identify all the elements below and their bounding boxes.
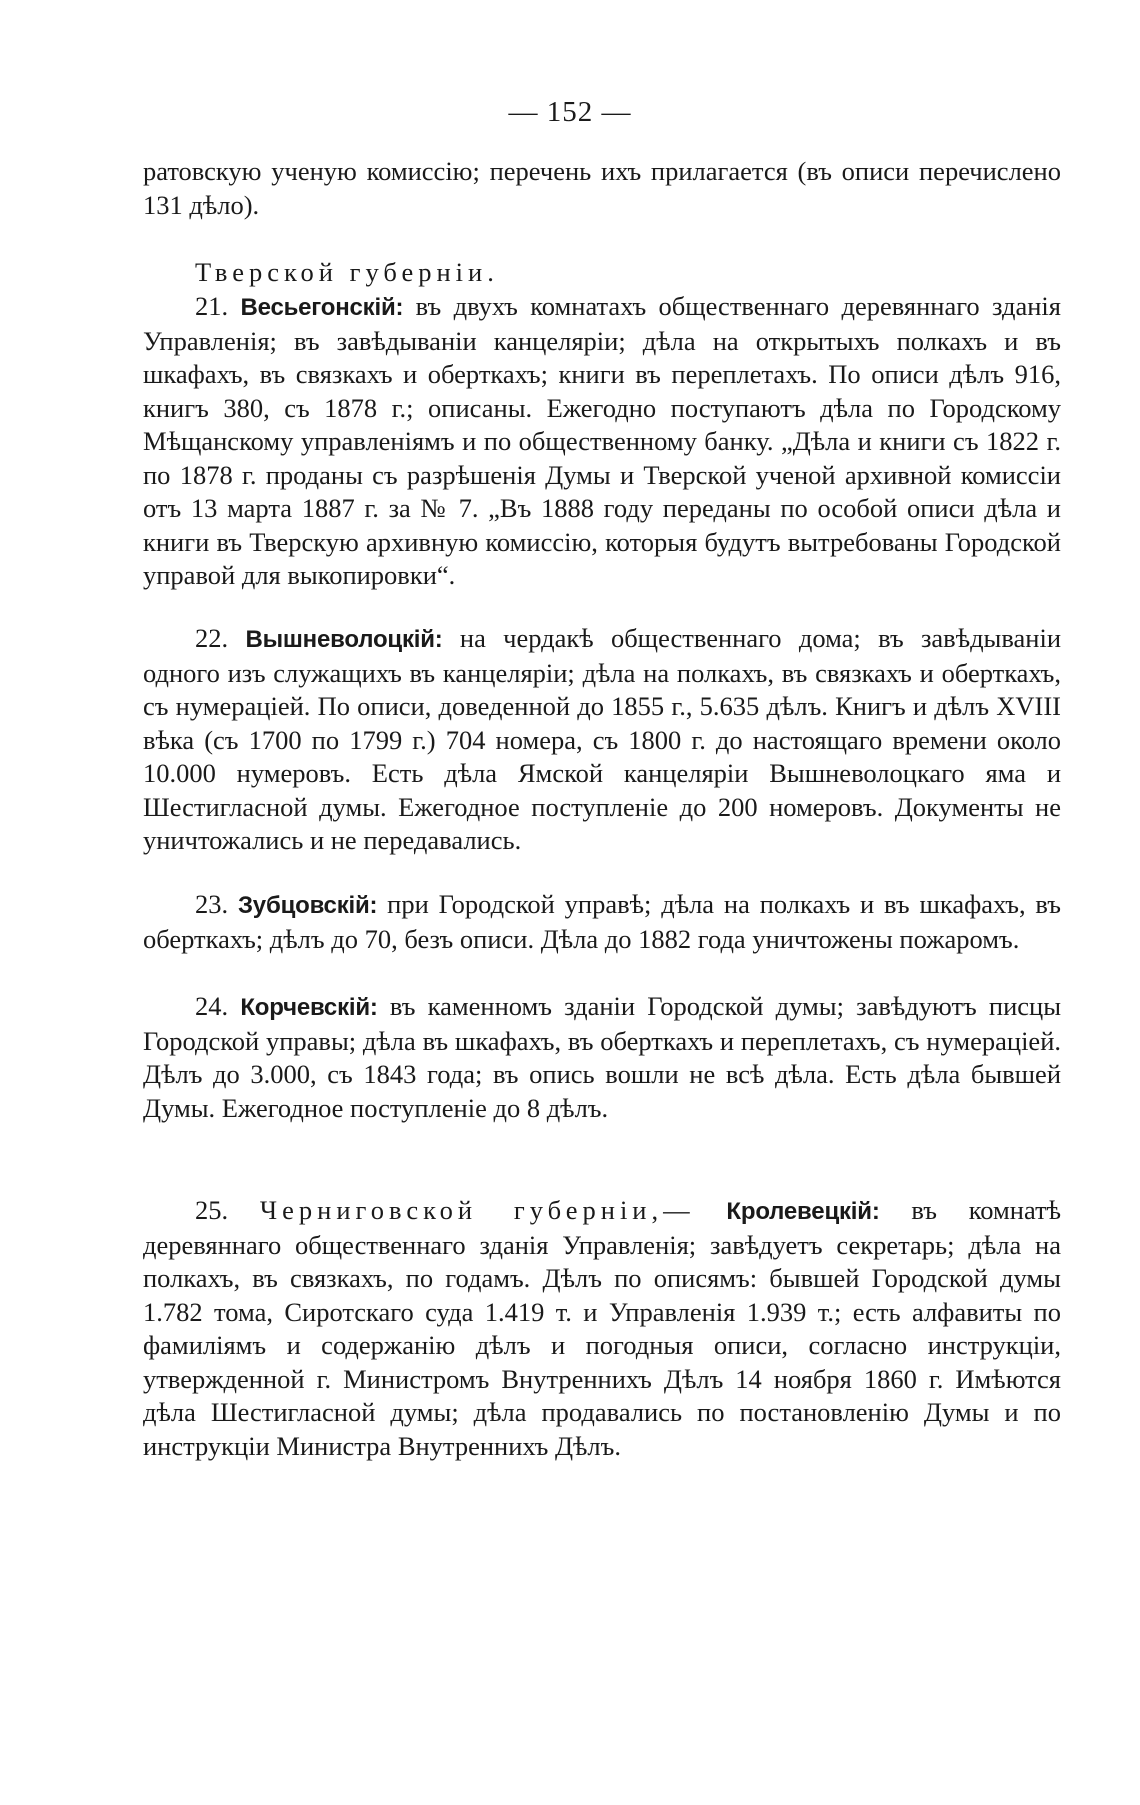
entry-paragraph xyxy=(143,888,1061,956)
entry-paragraph xyxy=(143,1194,1061,1463)
entry-town-name: Кролевецкій: xyxy=(726,1198,880,1225)
tver-heading: Тверской губерніи. xyxy=(195,257,499,287)
entry-22 xyxy=(143,622,1061,858)
entry-town-name: Корчевскій: xyxy=(240,994,378,1021)
entry-number: 21. xyxy=(195,291,229,321)
entry-town-name: Вышневолоцкій: xyxy=(245,626,443,653)
entry-text: въ каменномъ зданіи Городской думы; завѣдуютъ писцы Городской управы; дѣла въ шкафахъ, въ оберткахъ и переплетахъ, съ нумераціей. Дѣлъ до 3.000, съ 1843 года; въ опись вошли не всѣ дѣла. Есть дѣла бывшей Думы. Ежегодное поступленіе до 8 дѣлъ. xyxy=(143,991,1062,1123)
entry-paragraph xyxy=(143,622,1061,858)
entry-number: 22. xyxy=(195,623,229,653)
entry-text: въ двухъ комнатахъ общественнаго деревяннаго зданія Управленія; въ завѣдываніи канцеляріи; дѣла на открытыхъ полкахъ и въ шкафахъ, въ связкахъ и оберткахъ; книги въ переплетахъ. По описи дѣлъ 916, книгъ 380, съ 1878 г.; описаны. Ежегодно поступаютъ дѣла по Городскому Мѣщанскому управленіямъ и по общественному банку. „Дѣла и книги съ 1822 г. по 1878 г. проданы съ разрѣшенія Думы и Тверской ученой архивной комиссіи отъ 13 марта 1887 г. за № 7. „Въ 1888 году переданы по особой описи дѣла и книги въ Тверскую архивную комиссію, которыя будутъ вытребованы Городской управой для выкопировки“. xyxy=(143,291,1061,590)
page-number: — 152 — xyxy=(508,96,632,128)
entry-24 xyxy=(143,990,1061,1125)
entry-paragraph xyxy=(143,290,1061,593)
entry-number: 25. xyxy=(195,1195,229,1225)
entry-text: на чердакѣ общественнаго дома; въ завѣдываніи одного изъ служащихъ въ канцеляріи; дѣла на полкахъ, въ связкахъ и оберткахъ, съ нумераціей. По описи, доведенной до 1855 г., 5.635 дѣлъ. Книгъ и дѣлъ XVIII вѣка (съ 1700 по 1799 г.) 704 номера, съ 1800 г. до настоящаго времени около 10.000 нумеровъ. Есть дѣла Ямской канцеляріи Вышневолоцкаго яма и Шестигласной думы. Ежегодное поступленіе до 200 номеровъ. Документы не уничтожались и не передавались. xyxy=(143,623,1062,855)
entry-25 xyxy=(143,1194,1061,1463)
chernigov-heading: Черниговской губерніи,— xyxy=(259,1195,695,1225)
tver-section xyxy=(143,256,1061,290)
entry-town-name: Зубцовскій: xyxy=(237,892,378,919)
entry-town-name: Весьегонскій: xyxy=(240,294,404,321)
entry-text: въ комнатѣ деревяннаго общественнаго зданія Управленія; завѣдуетъ секретарь; дѣла на полкахъ, въ связкахъ, по годамъ. Дѣлъ по описямъ: бывшей Городской думы 1.782 тома, Сиротскаго суда 1.419 т. и Управленія 1.939 т.; есть алфавиты по фамиліямъ и содержанію дѣлъ и погодныя описи, согласно инструкціи, утвержденной г. Министромъ Внутреннихъ Дѣлъ 14 ноября 1860 г. Имѣются дѣла Шестигласной думы; дѣла продавались по постановленію Думы и по инструкціи Министра Внутреннихъ Дѣлъ. xyxy=(143,1195,1062,1461)
entry-21 xyxy=(143,290,1061,593)
entry-paragraph xyxy=(143,990,1061,1125)
entry-number: 23. xyxy=(195,889,229,919)
entry-number: 24. xyxy=(195,991,229,1021)
entry-text: при Городской управѣ; дѣла на полкахъ и въ шкафахъ, въ оберткахъ; дѣлъ до 70, безъ описи. Дѣла до 1882 года уничтожены пожаромъ. xyxy=(143,889,1061,954)
entry-23 xyxy=(143,888,1061,956)
intro-paragraph xyxy=(143,155,1061,222)
intro-text: ратовскую ученую комиссію; перечень ихъ прилагается (въ описи перечислено 131 дѣло). xyxy=(143,156,1061,220)
